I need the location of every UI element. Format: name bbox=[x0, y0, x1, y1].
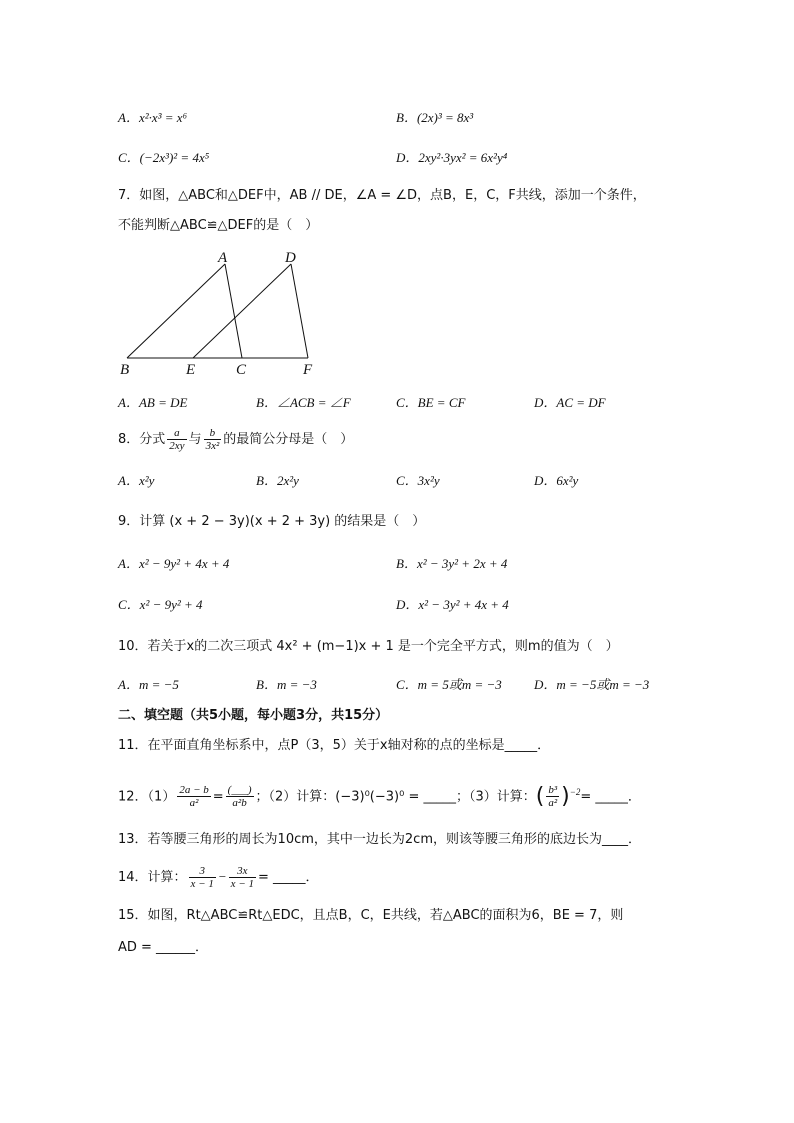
label-f: F bbox=[303, 362, 313, 378]
q14-minus: − bbox=[217, 869, 227, 884]
q12-equals: = bbox=[212, 789, 224, 805]
label-e: E bbox=[186, 362, 196, 378]
q8-option-d: D．6x²y bbox=[534, 473, 579, 488]
q15-stem-line1: 15．如图，Rt△ABC≌Rt△EDC，且点B，C，E共线，若△ABC的面积为6，BE = 7，则 bbox=[118, 908, 624, 923]
q7-option-d: D．AC = DF bbox=[534, 395, 606, 410]
q7-stem-line1: 7．如图，△ABC和△DEF中，AB // DE，∠A = ∠D，点B，E，C，F共线，添加一个条件， bbox=[118, 188, 646, 203]
q9-stem: 9．计算 (x + 2 − 3y)(x + 2 + 3y) 的结果是（ ） bbox=[118, 514, 426, 529]
q10-option-a: A．m = −5 bbox=[118, 677, 179, 692]
q9-options-row1 bbox=[118, 554, 734, 574]
q8-fraction-2: $\frac{b}{\text{3x²}}$ bbox=[205, 427, 220, 452]
q12-stem: 12．（1） $\frac{2a - b}{\text{a²}}$ = $\frac{(\_\_\_)}{\text{a²b}}$ ；（2）计算：(−3)⁰(−3)⁰ = _____；（3）计算：( $\frac{\text{b³}}{\text{a²}}$ )$^{-2}$= _____． bbox=[118, 783, 641, 810]
q12-part2: ；（2）计算：(−3)⁰(−3)⁰ = _____；（3）计算： bbox=[255, 789, 536, 805]
q10-option-c: C．m = 5或m = −3 bbox=[396, 677, 502, 692]
segment-df bbox=[291, 264, 308, 358]
q8-suffix: 的最简公分母是（ ） bbox=[223, 432, 354, 447]
q14-stem bbox=[118, 862, 734, 893]
q12-exponent: −2 bbox=[569, 787, 581, 797]
q8-option-a: A．x²y bbox=[118, 473, 155, 488]
q10-options bbox=[118, 675, 734, 695]
q6-options-row2 bbox=[118, 148, 734, 168]
q9-option-c: C．x² − 9y² + 4 bbox=[118, 597, 203, 612]
q9-option-a: A．x² − 9y² + 4x + 4 bbox=[118, 556, 230, 571]
q9-option-b: B．x² − 3y² + 2x + 4 bbox=[396, 556, 508, 571]
q10-option-d: D．m = −5或m = −3 bbox=[534, 677, 650, 692]
q9-options-row2 bbox=[118, 595, 734, 615]
label-b: B bbox=[120, 362, 130, 378]
label-a: A bbox=[218, 250, 228, 266]
q12-fraction-2: $\frac{(\_\_\_)}{\text{a²b}}$ bbox=[227, 784, 252, 810]
q14-prefix: 14．计算： bbox=[118, 870, 187, 885]
q8-option-c: C．3x²y bbox=[396, 473, 440, 488]
q7-option-a: A．AB = DE bbox=[118, 395, 188, 410]
q10-stem: 10．若关于x的二次三项式 4x² + (m−1)x + 1 是一个完全平方式，则m的值为（ ） bbox=[118, 639, 619, 654]
q8-mid: 与 bbox=[188, 432, 202, 447]
q11-stem: 11．在平面直角坐标系中，点P（3，5）关于x轴对称的点的坐标是_____． bbox=[118, 738, 551, 753]
q8-option-b: B．2x²y bbox=[256, 473, 299, 488]
q13-stem: 13．若等腰三角形的周长为10cm，其中一边长为2cm，则该等腰三角形的底边长为____． bbox=[118, 832, 641, 847]
q6-option-c: C．(−2x³)² = 4x⁵ bbox=[118, 150, 210, 165]
q8-stem bbox=[118, 426, 734, 454]
q6-option-b: B．(2x)³ = 8x³ bbox=[396, 110, 474, 125]
q12-part1-prefix: 12．（1） bbox=[118, 789, 176, 805]
q7-option-b: B．∠ACB = ∠F bbox=[256, 395, 351, 410]
q12-fraction-1: $\frac{2a - b}{\text{a²}}$ bbox=[179, 784, 209, 810]
q6-options-row1 bbox=[118, 108, 734, 128]
q8-fraction-1: $\frac{a}{2xy}$ bbox=[169, 427, 185, 452]
q14-fraction-1: $\frac{3}{x - 1}$ bbox=[190, 865, 214, 890]
label-c: C bbox=[236, 362, 247, 378]
segment-ac bbox=[225, 264, 242, 358]
label-d: D bbox=[285, 250, 296, 266]
q12-fraction-3: $\frac{\text{b³}}{\text{a²}}$ bbox=[548, 784, 558, 810]
q7-stem-line2: 不能判断△ABC≌△DEF的是（ ） bbox=[118, 218, 319, 233]
q9-option-d: D．x² − 3y² + 4x + 4 bbox=[396, 597, 509, 612]
q8-prefix: 8．分式 bbox=[118, 432, 166, 447]
q7-figure bbox=[110, 244, 330, 380]
q7-option-c: C．BE = CF bbox=[396, 395, 466, 410]
q6-option-d: D．2xy²·3yx² = 6x²y⁴ bbox=[396, 150, 508, 165]
q12-tail: = _____． bbox=[580, 789, 641, 805]
q8-options bbox=[118, 471, 734, 491]
segment-ed bbox=[193, 264, 291, 358]
q10-option-b: B．m = −3 bbox=[256, 677, 317, 692]
q15-stem-line2: AD = ______． bbox=[118, 940, 209, 955]
q14-fraction-2: $\frac{3x}{x - 1}$ bbox=[230, 865, 254, 890]
q7-options bbox=[118, 393, 734, 413]
segment-ba bbox=[127, 264, 225, 358]
q6-option-a: A．x²·x³ = x⁶ bbox=[118, 110, 188, 125]
q14-tail: = _____． bbox=[257, 870, 319, 885]
section-2-heading: 二、填空题（共5小题，每小题3分，共15分） bbox=[118, 708, 389, 723]
